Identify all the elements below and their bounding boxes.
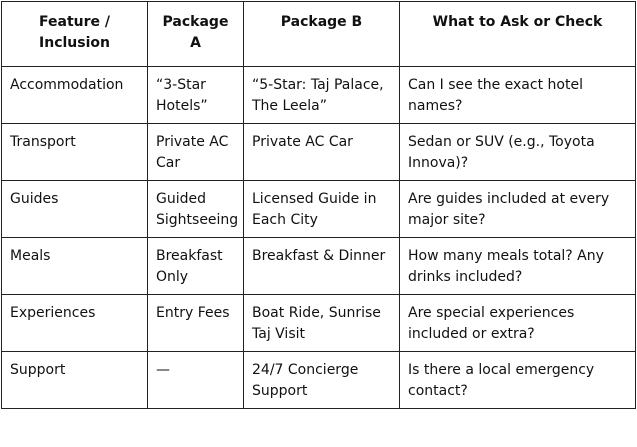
cell-package-b: Breakfast & Dinner [244,238,400,295]
table-row [2,67,636,124]
cell-package-b: Private AC Car [244,124,400,181]
cell-package-b: Licensed Guide in Each City [244,181,400,238]
cell-what-to-ask: Sedan or SUV (e.g., Toyota Innova)? [400,124,636,181]
cell-feature: Meals [2,238,148,295]
cell-what-to-ask: Can I see the exact hotel names? [400,67,636,124]
cell-what-to-ask: Is there a local emergency contact? [400,352,636,409]
cell-package-b: 24/7 Concierge Support [244,352,400,409]
header-package-a: Package A [148,2,244,67]
cell-feature: Accommodation [2,67,148,124]
cell-package-b: “5-Star: Taj Palace, The Leela” [244,67,400,124]
table-row [2,181,636,238]
cell-feature: Experiences [2,295,148,352]
header-what-to-ask: What to Ask or Check [400,2,636,67]
package-comparison-table [1,1,636,409]
cell-what-to-ask: Are guides included at every major site? [400,181,636,238]
header-row [2,2,636,67]
header-package-b: Package B [244,2,400,67]
cell-what-to-ask: Are special experiences included or extra? [400,295,636,352]
cell-feature: Transport [2,124,148,181]
table-header [2,2,636,67]
table-body [2,67,636,409]
header-feature: Feature / Inclusion [2,2,148,67]
cell-package-a: “3-Star Hotels” [148,67,244,124]
cell-package-a: — [148,352,244,409]
cell-package-a: Entry Fees [148,295,244,352]
cell-what-to-ask: How many meals total? Any drinks included? [400,238,636,295]
table-row [2,295,636,352]
cell-package-b: Boat Ride, Sunrise Taj Visit [244,295,400,352]
table-row [2,352,636,409]
cell-package-a: Private AC Car [148,124,244,181]
cell-feature: Guides [2,181,148,238]
cell-package-a: Breakfast Only [148,238,244,295]
table-row [2,238,636,295]
cell-feature: Support [2,352,148,409]
table-row [2,124,636,181]
cell-package-a: Guided Sightseeing [148,181,244,238]
